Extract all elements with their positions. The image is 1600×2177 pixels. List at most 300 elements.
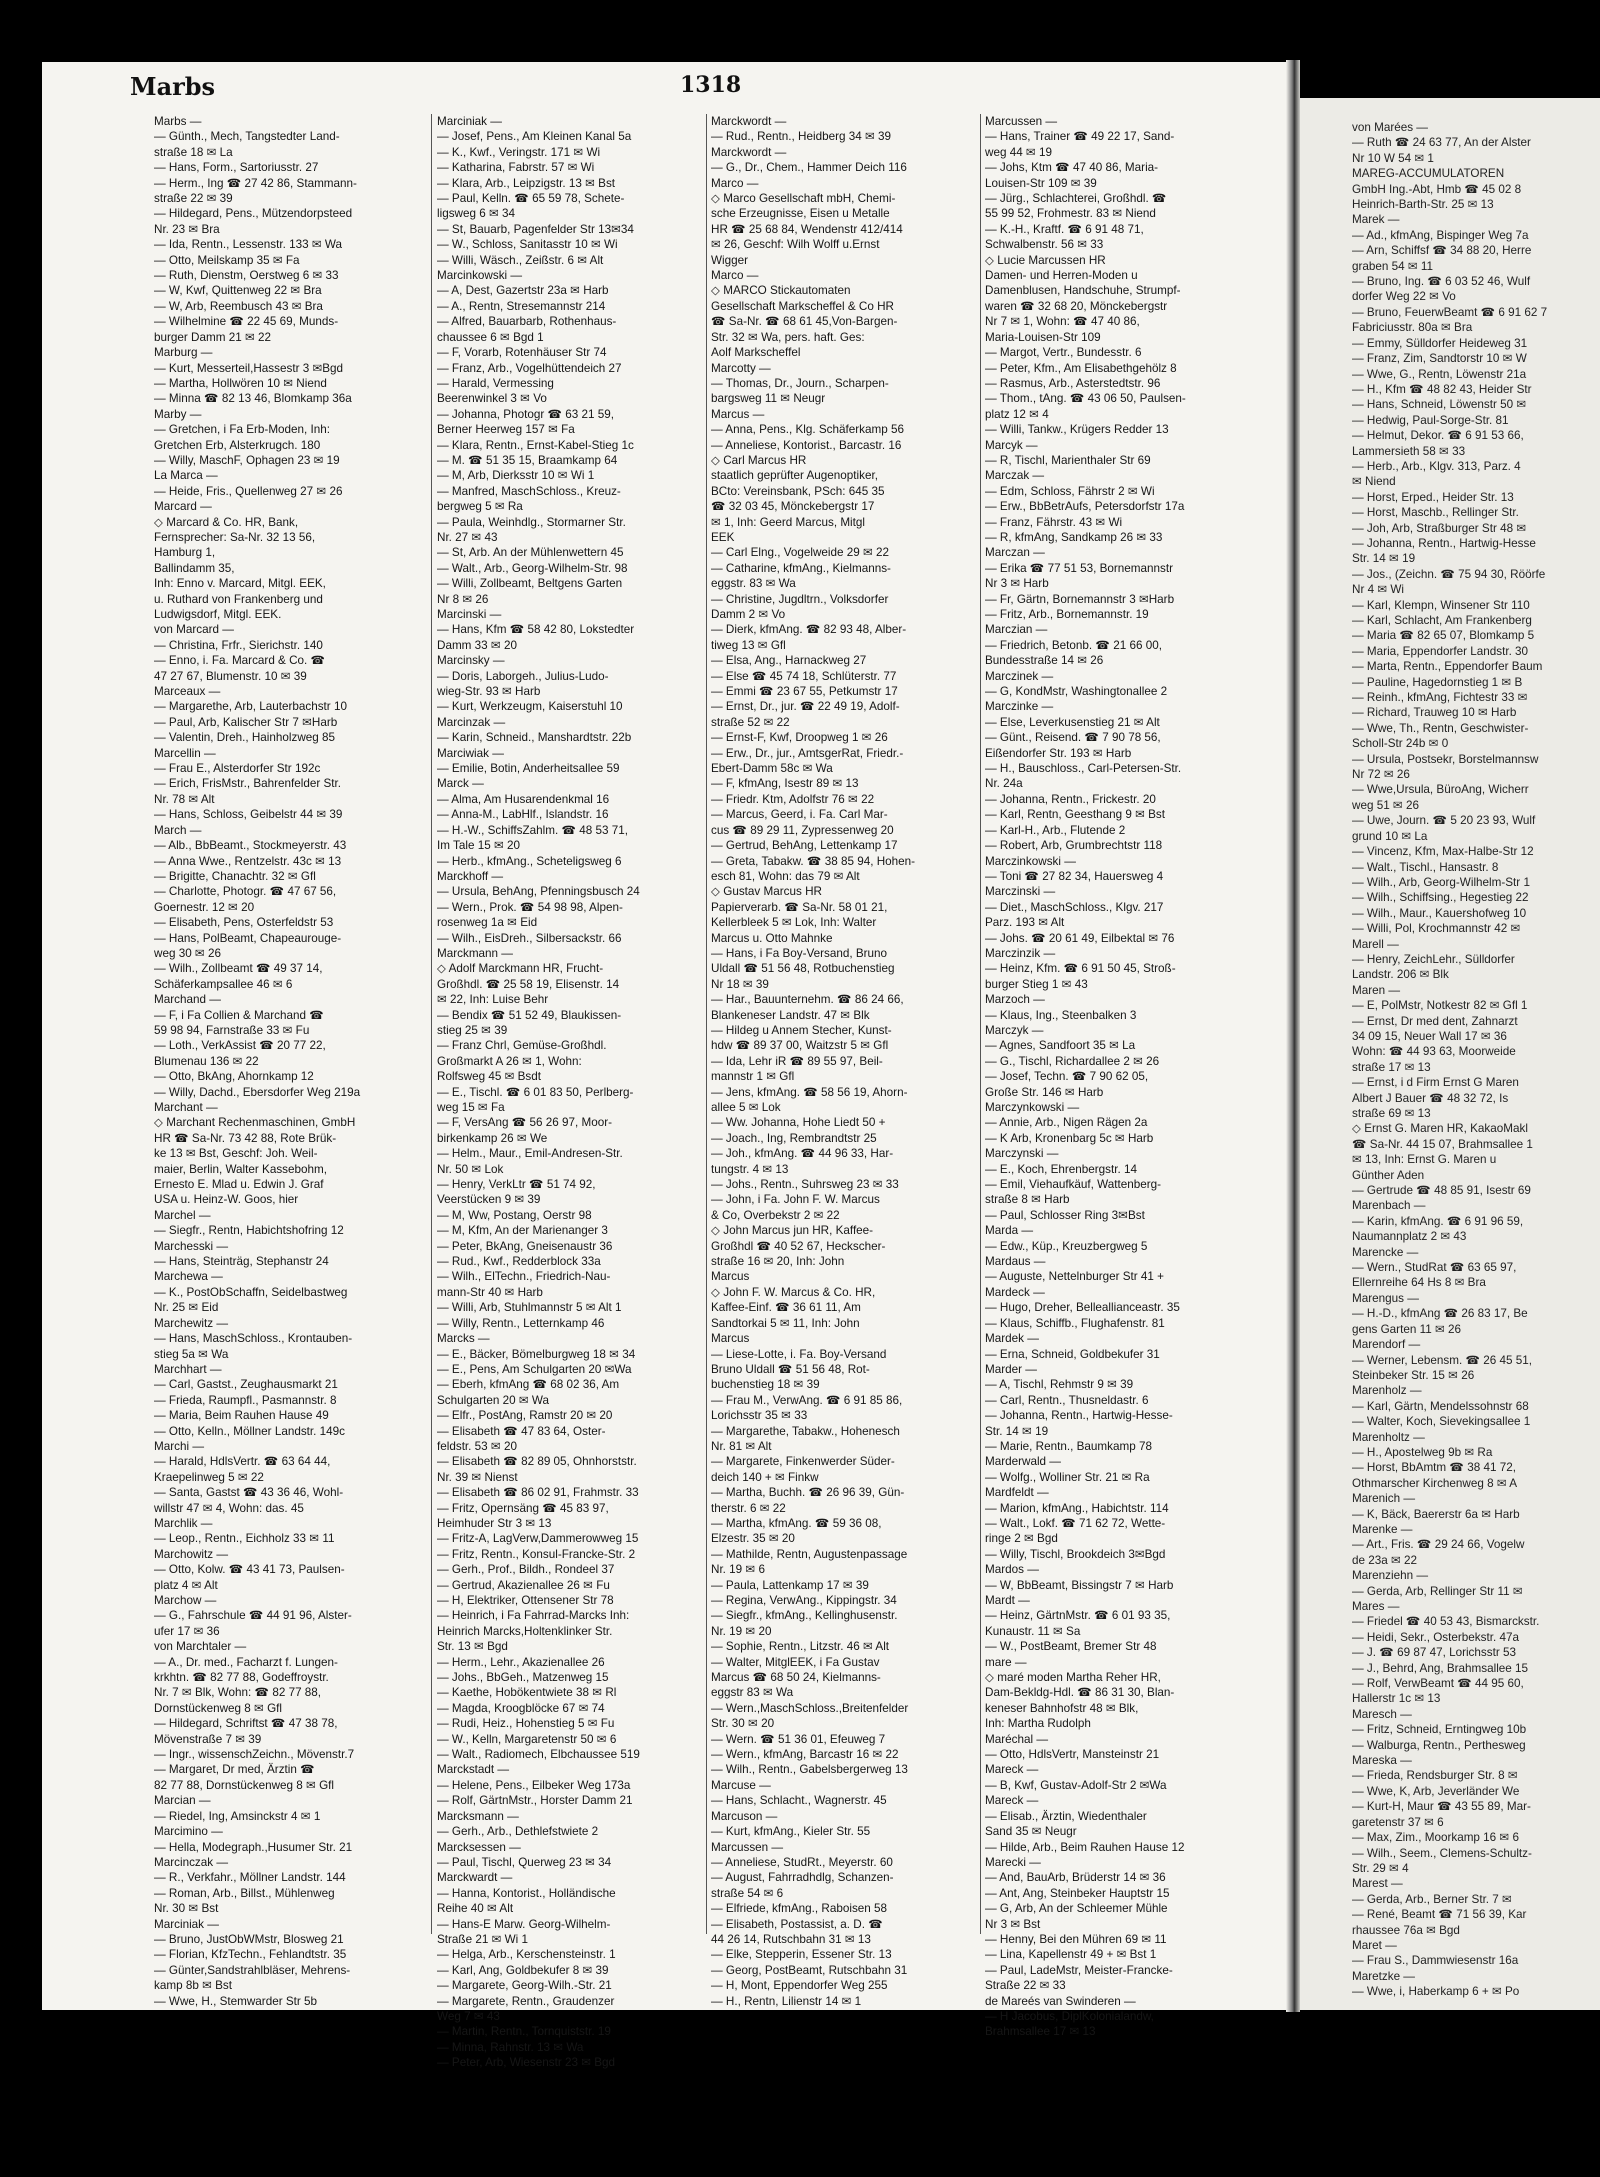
directory-line: — Wilh., Zollbeamt ☎ 49 37 14, xyxy=(154,962,323,976)
directory-line: straße 17 ✉ 13 xyxy=(1352,1060,1431,1074)
directory-line: — Alma, Am Husarendenkmal 16 xyxy=(437,792,610,806)
directory-line: — Willi, Tankw., Krügers Redder 13 xyxy=(985,423,1169,437)
book-gutter xyxy=(1286,60,1300,2012)
directory-line: Landstr. 206 ✉ Blk xyxy=(1352,968,1449,982)
directory-line: — Hans, MaschSchloss., Krontauben- xyxy=(154,1332,353,1346)
directory-line: — Wwe, Th., Rentn, Geschwister- xyxy=(1352,721,1529,735)
directory-line: — H., Bauschloss., Carl-Petersen-Str. xyxy=(985,762,1182,776)
directory-line: — Gretchen, i Fa Erb-Moden, Inh: xyxy=(154,423,331,437)
directory-line: rhaussee 76a ✉ Bgd xyxy=(1352,1923,1460,1937)
directory-line: Marder — xyxy=(985,1362,1037,1376)
directory-line: — And, BauArb, Brüderstr 14 ✉ 36 xyxy=(985,1871,1166,1885)
directory-line: — Fr, Gärtn, Bornemannstr 3 ✉Harb xyxy=(985,592,1175,606)
directory-line: — R, Tischl, Marienthaler Str 69 xyxy=(985,453,1151,467)
directory-line: — Karin, kfmAng. ☎ 6 91 96 59, xyxy=(1352,1214,1524,1228)
directory-line: — Heinz, Kfm. ☎ 6 91 50 45, Stroß- xyxy=(985,962,1176,976)
directory-line: — Bruno, Ing. ☎ 6 03 52 46, Wulf xyxy=(1352,275,1531,289)
directory-line: — Herm., Ing ☎ 27 42 86, Stammann- xyxy=(154,176,357,190)
directory-line: — Alb., BbBeamt., Stockmeyerstr. 43 xyxy=(154,839,347,853)
directory-line: — Arn, Schiffsf ☎ 34 88 20, Herre xyxy=(1352,244,1532,258)
directory-line: Eißendorfer Str. 193 ✉ Harb xyxy=(985,746,1132,760)
directory-line: Inh: Martha Rudolph xyxy=(985,1717,1091,1731)
directory-line: — Henry, ZeichLehr., Sülldorfer xyxy=(1352,952,1515,966)
directory-line: — Karl, Gärtn, Mendelssohnstr 68 xyxy=(1352,1399,1529,1413)
directory-line: straße 8 ✉ Harb xyxy=(985,1193,1070,1207)
directory-line: — Heinz, GärtnMstr. ☎ 6 01 93 35, xyxy=(985,1609,1171,1623)
directory-line: — J. ☎ 69 87 47, Lorichsstr 53 xyxy=(1352,1646,1516,1660)
directory-line: — Rudi, Heiz., Hohenstieg 5 ✉ Fu xyxy=(437,1717,615,1731)
directory-line: — Günt., Reisend. ☎ 7 90 78 56, xyxy=(985,731,1161,745)
directory-line: — Hans, Form., Sartoriusstr. 27 xyxy=(154,161,319,175)
directory-line: — K, Bäck, Baererstr 6a ✉ Harb xyxy=(1352,1507,1520,1521)
directory-line: Ebert-Damm 58c ✉ Wa xyxy=(711,762,833,776)
directory-line: maier, Berlin, Walter Kassebohm, xyxy=(154,1162,327,1176)
directory-line: — Bruno, FeuerwBeamt ☎ 6 91 62 7 xyxy=(1352,305,1548,319)
directory-line: — Hella, Modegraph.,Husumer Str. 21 xyxy=(154,1840,353,1854)
directory-line: — Hildegard, Pens., Mützendorpsteed xyxy=(154,207,353,221)
directory-line: von Marcard — xyxy=(154,623,234,637)
directory-line: — Marcus, Geerd, i. Fa. Carl Mar- xyxy=(711,808,888,822)
directory-line: graben 54 ✉ 11 xyxy=(1352,259,1434,273)
directory-line: — Roman, Arb., Billst., Mühlenweg xyxy=(154,1886,335,1900)
directory-line: Elzestr. 35 ✉ 20 xyxy=(711,1532,795,1546)
directory-line: — Harald, Vermessing xyxy=(437,376,554,390)
directory-line: Marczak — xyxy=(985,469,1045,483)
directory-line: — Klaus, Ing., Steenbalken 3 xyxy=(985,1008,1137,1022)
directory-line: birkenkamp 26 ✉ We xyxy=(437,1131,548,1145)
directory-line: — Art., Fris. ☎ 29 24 66, Vogelw xyxy=(1352,1538,1525,1552)
directory-line: — Valentin, Dreh., Hainholzweg 85 xyxy=(154,731,336,745)
directory-line: ◇ Lucie Marcussen HR xyxy=(985,253,1106,267)
directory-line: Dam-Bekldg-Hdl. ☎ 86 31 30, Blan- xyxy=(985,1686,1175,1700)
directory-line: burger Damm 21 ✉ 22 xyxy=(154,330,271,344)
directory-line: — G, Arb, An der Schleemer Mühle xyxy=(985,1902,1168,1916)
directory-line: — Margarete, Rentn., Graudenzer xyxy=(437,1994,615,2008)
directory-line: — Rud., Kwf., Redderblock 33a xyxy=(437,1255,601,1269)
directory-line: Marcus xyxy=(711,1332,750,1346)
directory-line: Marcinkowski — xyxy=(437,269,523,283)
directory-line: Marczan — xyxy=(985,546,1045,560)
directory-column-2 xyxy=(437,114,705,2071)
directory-line: Hamburg 1, xyxy=(154,546,216,560)
directory-line: — Günter,Sandstrahlbläser, Mehrens- xyxy=(154,1963,351,1977)
directory-line: — Karl, Ang, Goldbekufer 8 ✉ 39 xyxy=(437,1963,609,1977)
directory-line: Marchewitz — xyxy=(154,1316,229,1330)
directory-line: Inh: Enno v. Marcard, Mitgl. EEK, xyxy=(154,577,326,591)
directory-line: — B, Kwf, Gustav-Adolf-Str 2 ✉Wa xyxy=(985,1778,1167,1792)
directory-line: — Willy, Dachd., Ebersdorfer Weg 219a xyxy=(154,1085,361,1099)
directory-line: — J., Behrd, Ang, Brahmsallee 15 xyxy=(1352,1661,1529,1675)
directory-line: — Margot, Vertr., Bundesstr. 6 xyxy=(985,346,1142,360)
directory-line: — Walter, MitglEEK, i Fa Gustav xyxy=(711,1655,880,1669)
directory-line: staatlich geprüfter Augenoptiker, xyxy=(711,469,878,483)
directory-line: Mardaus — xyxy=(985,1255,1046,1269)
directory-line: Bruno Uldall ☎ 51 56 48, Rot- xyxy=(711,1362,870,1376)
directory-line: de 23a ✉ 22 xyxy=(1352,1553,1418,1567)
directory-line: — Annie, Arb., Nigen Rägen 2a xyxy=(985,1116,1148,1130)
directory-line: — Walter, Koch, Sievekingsallee 1 xyxy=(1352,1415,1531,1429)
directory-line: — Kaethe, Hobökentwiete 38 ✉ Rl xyxy=(437,1686,617,1700)
directory-line: Papierverarb. ☎ Sa-Nr. 58 01 21, xyxy=(711,900,888,914)
directory-line: Sandtorkai 5 ✉ 11, Inh: John xyxy=(711,1316,860,1330)
directory-line: — Helm., Maur., Emil-Andresen-Str. xyxy=(437,1147,623,1161)
directory-line: ◇ Carl Marcus HR xyxy=(711,453,807,467)
directory-line: — Else, Leverkusenstieg 21 ✉ Alt xyxy=(985,715,1160,729)
directory-line: — Regina, VerwAng., Kippingstr. 34 xyxy=(711,1594,897,1607)
directory-line: Str. 14 ✉ 19 xyxy=(1352,552,1416,566)
directory-line: Marcussen — xyxy=(985,115,1058,128)
directory-line: — Margarete, Georg-Wilh.-Str. 21 xyxy=(437,1979,612,1993)
directory-line: Nr. 50 ✉ Lok xyxy=(437,1162,504,1176)
directory-line: — Anneliese, Kontorist., Barcastr. 16 xyxy=(711,438,902,452)
directory-line: — Paul, Schlosser Ring 3✉Bst xyxy=(985,1208,1145,1222)
directory-line: — Johanna, Photogr ☎ 63 21 59, xyxy=(437,407,615,421)
directory-line: ☎ Sa-Nr. ☎ 68 61 45,Von-Bargen- xyxy=(711,315,898,329)
directory-line: — Marion, kfmAng., Habichtstr. 114 xyxy=(985,1501,1169,1515)
directory-line: Marck — xyxy=(437,777,484,791)
directory-line: — Margarethe, Tabakw., Hohenesch xyxy=(711,1424,900,1438)
directory-line: Damm 33 ✉ 20 xyxy=(437,638,517,652)
directory-line: Günther Aden xyxy=(1352,1168,1425,1182)
directory-line: — Alfred, Bauarbarb, Rothenhaus- xyxy=(437,315,617,329)
directory-line: Ludwigsdorf, Mitgl. EEK. xyxy=(154,608,282,621)
directory-line: — Ingr., wissenschZeichn., Mövenstr.7 xyxy=(154,1748,355,1762)
directory-line: Marchlik — xyxy=(154,1516,213,1530)
directory-line: willstr 47 ✉ 4, Wohn: das. 45 xyxy=(154,1501,304,1515)
directory-line: Marckhoff — xyxy=(437,869,504,883)
directory-line: — Margarethe, Arb, Lauterbachstr 10 xyxy=(154,700,347,714)
directory-line: — Klaus, Schiffb., Flughafenstr. 81 xyxy=(985,1316,1165,1330)
directory-line: — Frau S., Dammwiesenstr 16a xyxy=(1352,1954,1519,1968)
directory-line: — M, Kfm, An der Marienanger 3 xyxy=(437,1224,608,1238)
directory-line: Marczinek — xyxy=(985,669,1054,683)
directory-line: Marchowitz — xyxy=(154,1547,229,1561)
directory-line: 59 98 94, Farnstraße 33 ✉ Fu xyxy=(154,1023,310,1037)
directory-line: ☎ Sa-Nr. 44 15 07, Brahmsallee 1 xyxy=(1352,1137,1533,1151)
directory-line: — Willi, Pol, Krochmannstr 42 ✉ xyxy=(1352,922,1521,936)
directory-line: — Gerh., Prof., Bildh., Rondeel 37 xyxy=(437,1563,615,1577)
directory-line: ufer 17 ✉ 36 xyxy=(154,1624,220,1638)
directory-line: — Helene, Pens., Eilbeker Weg 173a xyxy=(437,1778,631,1792)
directory-line: — Christina, Frfr., Sierichstr. 140 xyxy=(154,638,323,652)
directory-line: Marendorf — xyxy=(1352,1338,1421,1352)
directory-line: HR ☎ Sa-Nr. 73 42 88, Rote Brük- xyxy=(154,1131,337,1145)
directory-line: — Rolf, GärtnMstr., Horster Damm 21 xyxy=(437,1794,633,1808)
directory-line: 34 09 15, Neuer Wall 17 ✉ 36 xyxy=(1352,1029,1507,1043)
directory-line: Goernestr. 12 ✉ 20 xyxy=(154,900,255,914)
directory-line: Marchewa — xyxy=(154,1270,223,1284)
directory-line: — Enno, i. Fa. Marcard & Co. ☎ xyxy=(154,654,326,668)
directory-line: bargsweg 11 ✉ Neugr xyxy=(711,392,826,406)
directory-line: — Marie, Rentn., Baumkamp 78 xyxy=(985,1439,1152,1453)
directory-line: — Wern. ☎ 51 36 01, Efeuweg 7 xyxy=(711,1732,886,1746)
directory-line: — Joach., Ing, Rembrandtstr 25 xyxy=(711,1131,877,1145)
directory-line: HR ☎ 25 68 84, Wendenstr 412/414 xyxy=(711,222,903,236)
directory-line: — W., Kelln, Margaretenstr 50 ✉ 6 xyxy=(437,1732,617,1746)
directory-line: — Frieda, Rendsburger Str. 8 ✉ xyxy=(1352,1769,1518,1783)
directory-line: — Ruth ☎ 24 63 77, An der Alster xyxy=(1352,136,1531,150)
directory-line: — Edw., Küp., Kreuzbergweg 5 xyxy=(985,1239,1148,1253)
directory-line: — Ursula, Postsekr, Borstelmannsw xyxy=(1352,752,1539,766)
directory-line: Naumannplatz 2 ✉ 43 xyxy=(1352,1230,1467,1244)
directory-line: Reihe 40 ✉ Alt xyxy=(437,1902,514,1916)
directory-line: Heimhuder Str 3 ✉ 13 xyxy=(437,1516,552,1530)
directory-line: — A, Dest, Gazertstr 23a ✉ Harb xyxy=(437,284,609,298)
directory-line: ✉ 26, Geschf: Wilh Wolff u.Ernst xyxy=(711,238,880,252)
directory-line: — Anna, Pens., Klg. Schäferkamp 56 xyxy=(711,423,904,437)
directory-line: Marenke — xyxy=(1352,1522,1413,1536)
directory-line: — F, i Fa Collien & Marchand ☎ xyxy=(154,1008,324,1022)
directory-line: — Emil, Viehaufkäuf, Wattenberg- xyxy=(985,1178,1162,1192)
directory-line: — Walt., Lokf. ☎ 71 62 72, Wette- xyxy=(985,1516,1166,1530)
directory-line: Nr. 81 ✉ Alt xyxy=(711,1439,772,1453)
directory-line: Scholl-Str 24b ✉ 0 xyxy=(1352,737,1449,751)
directory-line: Marecki — xyxy=(985,1855,1041,1869)
directory-line: — Gerda, Arb., Berner Str. 7 ✉ xyxy=(1352,1892,1512,1906)
directory-line: Marby — xyxy=(154,407,202,421)
directory-line: Nr 18 ✉ 39 xyxy=(711,977,769,991)
directory-line: eggstr 83 ✉ Wa xyxy=(711,1686,794,1700)
directory-line: Nr. 30 ✉ Bst xyxy=(154,1902,219,1916)
directory-line: — Georg, PostBeamt, Rutschbahn 31 xyxy=(711,1963,908,1977)
directory-line: Mövenstraße 7 ✉ 39 xyxy=(154,1732,262,1746)
directory-line: — Ursula, BehAng, Pfenningsbusch 24 xyxy=(437,885,640,899)
directory-line: buchenstieg 18 ✉ 39 xyxy=(711,1378,820,1392)
directory-line: — Josef, Pens., Am Kleinen Kanal 5a xyxy=(437,130,632,144)
directory-line: USA u. Heinz-W. Goos, hier xyxy=(154,1193,299,1207)
directory-line: — Uwe, Journ. ☎ 5 20 23 93, Wulf xyxy=(1352,814,1536,828)
directory-line: — Rolf, VerwBeamt ☎ 44 95 60, xyxy=(1352,1677,1524,1691)
directory-line: Steinbeker Str. 15 ✉ 26 xyxy=(1352,1368,1475,1382)
directory-line: hdw ☎ 89 37 00, Waitzstr 5 ✉ Gfl xyxy=(711,1039,889,1053)
directory-line: Kraepelinweg 5 ✉ 22 xyxy=(154,1470,264,1484)
directory-line: — Hans, Schneid, Löwenstr 50 ✉ xyxy=(1352,398,1527,412)
directory-line: — Marta, Rentn., Eppendorfer Baum xyxy=(1352,660,1543,674)
directory-line: — W, Arb, Reembusch 43 ✉ Bra xyxy=(154,299,323,313)
directory-line: ☎ 32 03 45, Mönckebergstr 17 xyxy=(711,500,875,514)
directory-line: Mardt — xyxy=(985,1594,1030,1607)
directory-line: Bundesstraße 14 ✉ 26 xyxy=(985,654,1104,668)
directory-line: Parz. 193 ✉ Alt xyxy=(985,916,1065,930)
directory-line: — Hans, Kfm ☎ 58 42 80, Lokstedter xyxy=(437,623,635,637)
directory-line: Marencke — xyxy=(1352,1245,1419,1259)
directory-line: — Walt., Tischl., Hansastr. 8 xyxy=(1352,860,1499,874)
directory-line: — Wilh., ElTechn., Friedrich-Nau- xyxy=(437,1270,611,1284)
directory-line: Ellernreihe 64 Hs 8 ✉ Bra xyxy=(1352,1276,1486,1290)
directory-line: — Thom., tAng. ☎ 43 06 50, Paulsen- xyxy=(985,392,1186,406)
directory-line: Marcksessen — xyxy=(437,1840,521,1854)
directory-line: — Gertrud, Akazienallee 26 ✉ Fu xyxy=(437,1578,610,1592)
directory-line: — Anna-M., LabHlf., Islandstr. 16 xyxy=(437,808,609,822)
directory-line: de Mareés van Swinderen — xyxy=(985,1994,1136,2008)
directory-line: — Otto, HdlsVertr, Mansteinstr 21 xyxy=(985,1748,1160,1762)
directory-line: — Wwe, H., Stemwarder Str 5b xyxy=(154,1994,318,2008)
directory-line: Maria-Louisen-Str 109 xyxy=(985,330,1101,344)
facing-page xyxy=(1296,98,1600,2010)
directory-line: rosenweg 1a ✉ Eid xyxy=(437,916,538,930)
directory-line: — Kurt, kfmAng., Kieler Str. 55 xyxy=(711,1825,871,1839)
directory-line: — Franz, Arb., Vogelhüttendeich 27 xyxy=(437,361,622,375)
directory-line: eggstr. 83 ✉ Wa xyxy=(711,577,796,591)
directory-line: Marckwordt — xyxy=(711,115,787,128)
directory-line: — Carl Elng., Vogelweide 29 ✉ 22 xyxy=(711,546,890,560)
directory-line: allee 5 ✉ Lok xyxy=(711,1101,781,1114)
directory-line: — Johs, Ktm ☎ 47 40 86, Maria- xyxy=(985,161,1159,175)
directory-line: — Rasmus, Arb., Asterstedtstr. 96 xyxy=(985,376,1161,390)
directory-line: Nr. 78 ✉ Alt xyxy=(154,792,215,806)
directory-line: — Frau E., Alsterdorfer Str 192c xyxy=(154,762,321,776)
directory-line: Marchand — xyxy=(154,993,221,1007)
directory-line: Marczynski — xyxy=(985,1147,1059,1161)
directory-line: Nr 7 ✉ 1, Wohn: ☎ 47 40 86, xyxy=(985,315,1140,329)
directory-line: esch 81, Wohn: das 79 ✉ Alt xyxy=(711,869,860,883)
directory-line: ringe 2 ✉ Bgd xyxy=(985,1532,1058,1546)
directory-line: — Minna, Rahnstr. 13 ✉ Wa xyxy=(437,2040,584,2054)
directory-line: — Leop., Rentn., Eichholz 33 ✉ 11 xyxy=(154,1532,335,1546)
directory-line: — Günth., Mech, Tangstedter Land- xyxy=(154,130,340,144)
directory-line: Marczinzik — xyxy=(985,946,1056,960)
directory-line: — Hanna, Kontorist., Holländische xyxy=(437,1886,616,1900)
directory-line: — Carl, Gastst., Zeughausmarkt 21 xyxy=(154,1378,338,1392)
directory-line: — Magda, Kroogblöcke 67 ✉ 74 xyxy=(437,1701,605,1715)
directory-line: — Elfr., PostAng, Ramstr 20 ✉ 20 xyxy=(437,1409,613,1423)
directory-line: Marchi — xyxy=(154,1439,205,1453)
directory-line: Großmarkt A 26 ✉ 1, Wohn: xyxy=(437,1054,582,1068)
directory-line: Nr. 39 ✉ Nienst xyxy=(437,1470,518,1484)
directory-line: — Ernst-F, Kwf, Droopweg 1 ✉ 26 xyxy=(711,731,888,745)
directory-line: Blankeneser Landstr. 47 ✉ Blk xyxy=(711,1008,870,1022)
directory-line: — K., Kwf., Veringstr. 171 ✉ Wi xyxy=(437,145,601,159)
directory-line: Marchant — xyxy=(154,1101,218,1114)
directory-line: Marczinski — xyxy=(985,885,1056,899)
directory-line: — Fritz, Opernsäng ☎ 45 83 97, xyxy=(437,1501,609,1515)
directory-line: — H, Elektriker, Ottensener Str 78 xyxy=(437,1594,614,1607)
directory-line: Maretzke — xyxy=(1352,1969,1415,1983)
directory-line: — W, BbBeamt, Bissingstr 7 ✉ Harb xyxy=(985,1578,1174,1592)
directory-line: Marczinkowski — xyxy=(985,854,1076,868)
directory-line: Uldall ☎ 51 56 48, Rotbuchenstieg xyxy=(711,962,895,976)
directory-line: Marderwald — xyxy=(985,1455,1061,1469)
directory-line: Nr 3 ✉ Bst xyxy=(985,1917,1041,1931)
directory-line: Str. 32 ✉ Wa, pers. haft. Ges: xyxy=(711,330,865,344)
directory-line: Marenich — xyxy=(1352,1492,1416,1506)
directory-line: — M. ☎ 51 35 15, Braamkamp 64 xyxy=(437,453,618,467)
directory-line: — Willy, Rentn., Letternkamp 46 xyxy=(437,1316,605,1330)
directory-line: Marenholtz — xyxy=(1352,1430,1425,1444)
directory-line: straße 16 ✉ 20, Inh: John xyxy=(711,1255,845,1269)
directory-line: Kaffee-Einf. ☎ 36 61 11, Am xyxy=(711,1301,861,1315)
directory-line: keneser Bahnhofstr 48 ✉ Blk, xyxy=(985,1701,1139,1715)
directory-line: straße 69 ✉ 13 xyxy=(1352,1107,1431,1120)
directory-line: — Hildeg u Annem Stecher, Kunst- xyxy=(711,1023,892,1037)
directory-column-4 xyxy=(985,114,1260,2040)
directory-line: — M, Arb, Dierksstr 10 ✉ Wi 1 xyxy=(437,469,595,483)
directory-line: Marco — xyxy=(711,176,759,190)
directory-line: weg 30 ✉ 26 xyxy=(154,946,221,960)
directory-line: — Elisab., Ärztin, Wiedenthaler xyxy=(985,1809,1147,1823)
directory-line: — Wilh., Maur., Kauershofweg 10 xyxy=(1352,906,1527,920)
directory-line: — Fritz, Schneid, Erntingweg 10b xyxy=(1352,1723,1527,1737)
directory-line: — Wilh., EisDreh., Silbersackstr. 66 xyxy=(437,931,622,945)
column-rule xyxy=(980,114,981,1934)
directory-line: — Willi, Wäsch., Zeißstr. 6 ✉ Alt xyxy=(437,253,604,267)
directory-line: — Max, Zim., Moorkamp 16 ✉ 6 xyxy=(1352,1831,1519,1845)
directory-line: Hallerstr 1c ✉ 13 xyxy=(1352,1692,1441,1706)
directory-line: GmbH Ing.-Abt, Hmb ☎ 45 02 8 xyxy=(1352,182,1522,196)
directory-line: — Willi, Zollbeamt, Beltgens Garten xyxy=(437,577,623,591)
directory-line: — Karl, Schlacht, Am Frankenberg xyxy=(1352,614,1532,627)
directory-line: — W., PostBeamt, Bremer Str 48 xyxy=(985,1640,1157,1654)
directory-line: — H., Apostelweg 9b ✉ Ra xyxy=(1352,1445,1493,1459)
directory-line: — Friedr. Ktm, Adolfstr 76 ✉ 22 xyxy=(711,792,875,806)
directory-line: — Walt., Arb., Georg-Wilhelm-Str. 98 xyxy=(437,561,628,575)
directory-line: — Hans-E Marw. Georg-Wilhelm- xyxy=(437,1917,611,1931)
directory-line: Mardfeldt — xyxy=(985,1486,1049,1500)
directory-line: — Maria, Beim Rauhen Hause 49 xyxy=(154,1409,329,1423)
directory-line: — Hans, Schloss, Geibelstr 44 ✉ 39 xyxy=(154,808,343,822)
directory-line: — Doris, Laborgeh., Julius-Ludo- xyxy=(437,669,609,683)
directory-line: — E., Koch, Ehrenbergstr. 14 xyxy=(985,1162,1138,1176)
directory-line: — Eberh, kfmAng ☎ 68 02 36, Am xyxy=(437,1378,620,1392)
directory-line: mannstr 1 ✉ Gfl xyxy=(711,1070,795,1084)
directory-line: — H., Kfm ☎ 48 82 43, Heider Str xyxy=(1352,382,1532,396)
directory-line: Marcuson — xyxy=(711,1809,778,1823)
directory-line: — Horst, Maschb., Rellinger Str. xyxy=(1352,506,1519,520)
directory-line: Marczinke — xyxy=(985,700,1054,714)
directory-line: MAREG-ACCUMULATOREN xyxy=(1352,167,1505,181)
directory-line: Großhdl. ☎ 25 58 19, Elisenstr. 14 xyxy=(437,977,620,991)
directory-line: Marcuse — xyxy=(711,1778,771,1792)
directory-line: Marckstadt — xyxy=(437,1763,510,1777)
directory-line: — Hugo, Dreher, Belleallianceastr. 35 xyxy=(985,1301,1180,1315)
directory-line: Straße 22 ✉ 33 xyxy=(985,1979,1066,1993)
directory-line: Louisen-Str 109 ✉ 39 xyxy=(985,176,1097,190)
directory-line: Marenziehn — xyxy=(1352,1569,1429,1583)
directory-line: Marenholz — xyxy=(1352,1384,1422,1398)
directory-line: Marckwordt — xyxy=(711,145,787,159)
directory-line: — H, Mont, Eppendorfer Weg 255 xyxy=(711,1979,888,1993)
directory-line: ✉ 22, Inh: Luise Behr xyxy=(437,993,549,1007)
directory-line: — Heidi, Sekr., Osterbekstr. 47a xyxy=(1352,1630,1519,1644)
directory-line: — Wilh., Arb, Georg-Wilhelm-Str 1 xyxy=(1352,875,1530,889)
directory-line: — Elke, Stepperin, Essener Str. 13 xyxy=(711,1948,892,1962)
directory-line: — Dierk, kfmAng. ☎ 82 93 48, Alber- xyxy=(711,623,907,637)
directory-line: 82 77 88, Dornstückenweg 8 ✉ Gfl xyxy=(154,1778,335,1792)
directory-line: Marczian — xyxy=(985,623,1048,637)
directory-line: — Johs. ☎ 20 61 49, Eilbektal ✉ 76 xyxy=(985,931,1175,945)
directory-line: Aolf Markscheffel xyxy=(711,346,801,360)
directory-line: Marcellin — xyxy=(154,746,216,760)
directory-line: — Sophie, Rentn., Litzstr. 46 ✉ Alt xyxy=(711,1640,890,1654)
directory-line: — G., Dr., Chem., Hammer Deich 116 xyxy=(711,161,907,175)
directory-line: Lammersieth 58 ✉ 33 xyxy=(1352,444,1466,458)
directory-line: — Heide, Fris., Quellenweg 27 ✉ 26 xyxy=(154,484,343,498)
directory-line: — Kurt-H, Maur ☎ 43 55 89, Mar- xyxy=(1352,1800,1531,1814)
directory-line: Marckwardt — xyxy=(437,1871,513,1885)
directory-line: — Agnes, Sandfoort 35 ✉ La xyxy=(985,1039,1136,1053)
directory-line: — Jürg., Schlachterei, Großhdl. ☎ xyxy=(985,192,1167,206)
directory-line: platz 12 ✉ 4 xyxy=(985,407,1049,421)
directory-line: — E., Bäcker, Bömelburgweg 18 ✉ 34 xyxy=(437,1347,636,1361)
directory-line: — H.-W., SchiffsZahlm. ☎ 48 53 71, xyxy=(437,823,629,837)
directory-line: Nr 4 ✉ Wi xyxy=(1352,583,1404,597)
directory-line: & Co, Overbekstr 2 ✉ 22 xyxy=(711,1208,840,1222)
directory-line: burger Stieg 1 ✉ 43 xyxy=(985,977,1088,991)
directory-line: — John, i Fa. John F. W. Marcus xyxy=(711,1193,880,1207)
directory-line: — August, Fahrradhdlg, Schanzen- xyxy=(711,1871,894,1885)
directory-line: Marcus xyxy=(711,1270,750,1284)
directory-line: — Johanna, Rentn., Hartwig-Hesse- xyxy=(985,1409,1173,1423)
